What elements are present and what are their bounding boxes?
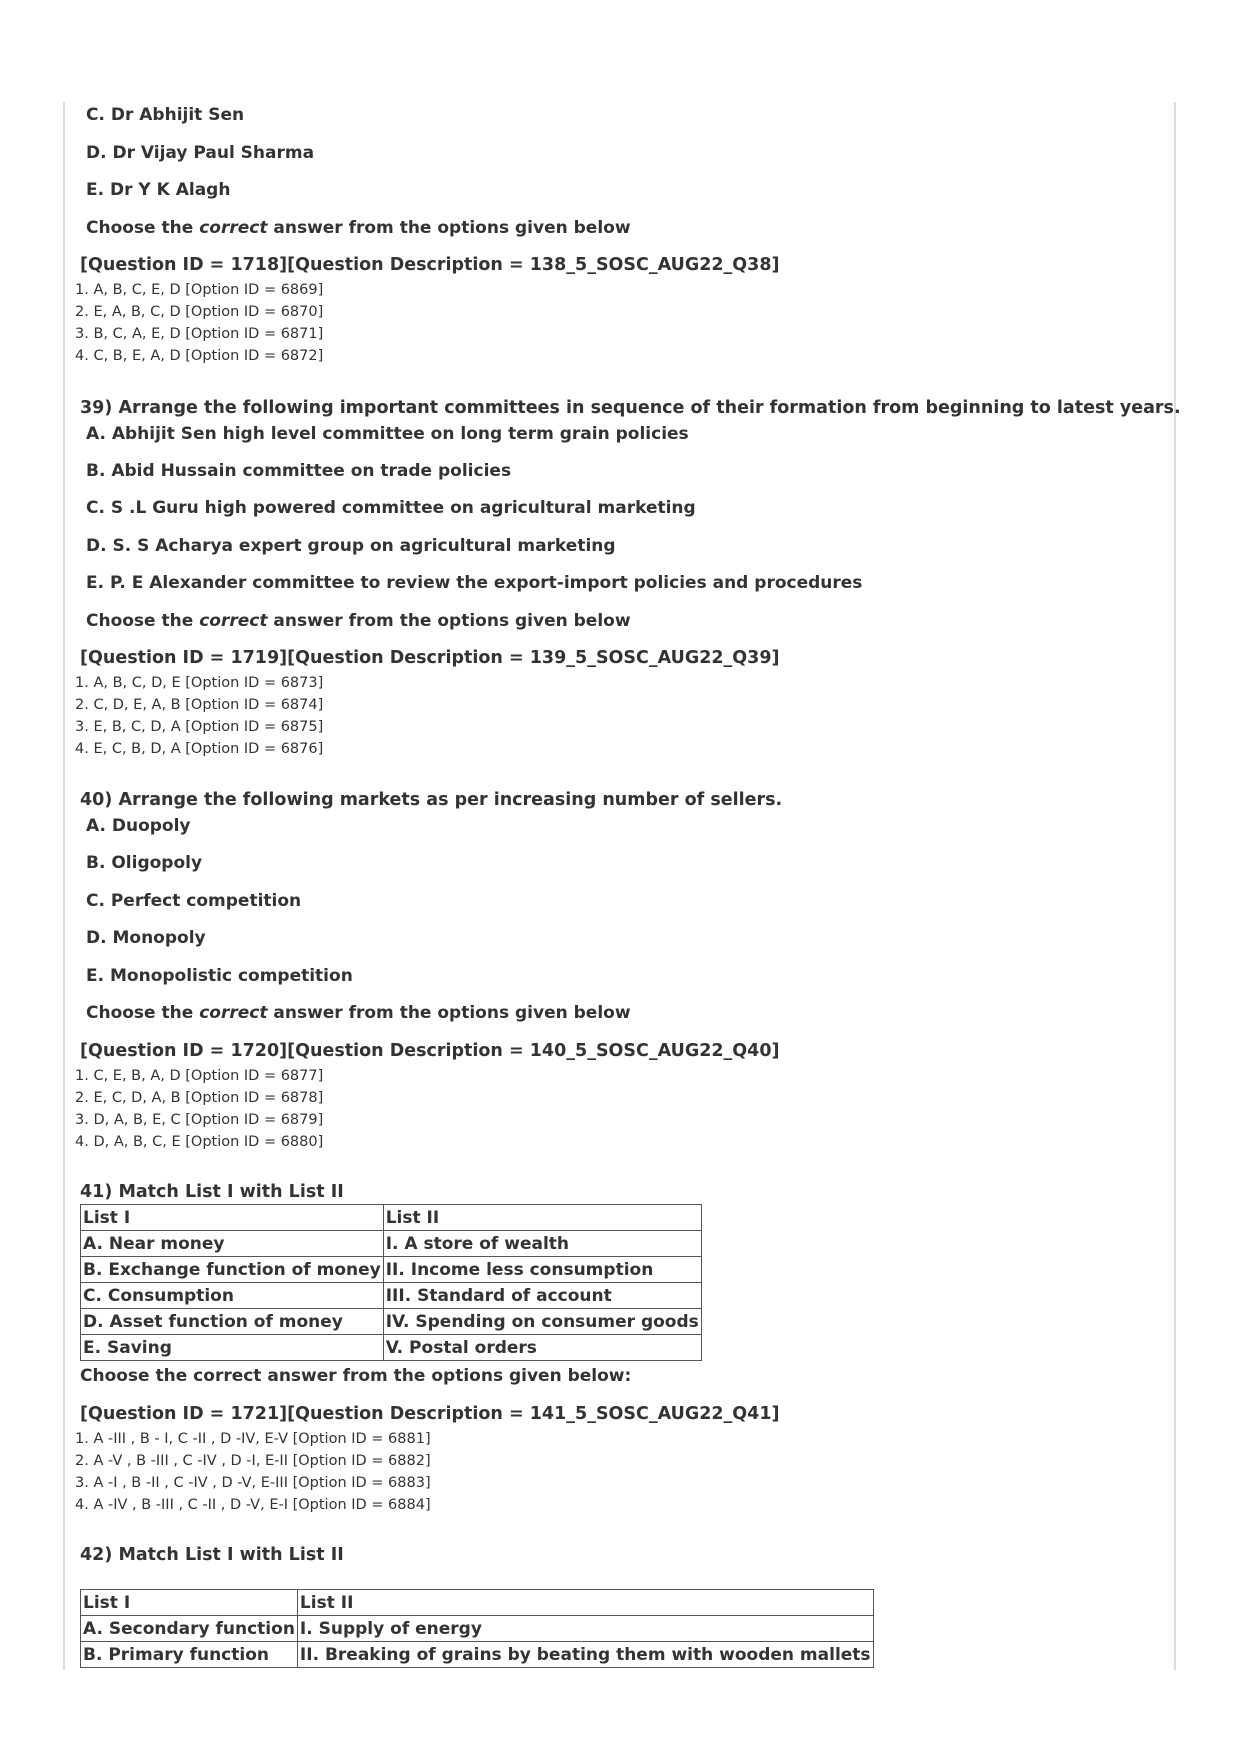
q40-option-a: A. Duopoly bbox=[86, 816, 191, 836]
q39-choose-instruction: Choose the correct answer from the options given below bbox=[86, 611, 631, 631]
table-row bbox=[81, 1335, 702, 1361]
page-border-left bbox=[63, 102, 65, 1670]
q39-answer-3: 3. E, B, C, D, A [Option ID = 6875] bbox=[75, 719, 324, 735]
q42-match-table bbox=[80, 1589, 874, 1668]
q39-option-c: C. S .L Guru high powered committee on agricultural marketing bbox=[86, 498, 696, 518]
q41-question-id: [Question ID = 1721][Question Description = 141_5_SOSC_AUG22_Q41] bbox=[80, 1404, 780, 1424]
q41-answer-1: 1. A -III , B - I, C -II , D -IV, E-V [Option ID = 6881] bbox=[75, 1431, 431, 1447]
q39-answer-4: 4. E, C, B, D, A [Option ID = 6876] bbox=[75, 741, 324, 757]
q38-answer-3: 3. B, C, A, E, D [Option ID = 6871] bbox=[75, 326, 324, 342]
q39-option-d: D. S. S Acharya expert group on agricultural marketing bbox=[86, 536, 616, 556]
q40-answer-2: 2. E, C, D, A, B [Option ID = 6878] bbox=[75, 1090, 324, 1106]
q40-option-d: D. Monopoly bbox=[86, 928, 206, 948]
q39-option-a: A. Abhijit Sen high level committee on long term grain policies bbox=[86, 424, 689, 444]
table-row bbox=[81, 1642, 874, 1668]
q41-answer-2: 2. A -V , B -III , C -IV , D -I, E-II [Option ID = 6882] bbox=[75, 1453, 431, 1469]
table-header-cell: List II bbox=[297, 1590, 873, 1616]
table-cell: IV. Spending on consumer goods bbox=[383, 1309, 701, 1335]
table-cell: E. Saving bbox=[81, 1335, 384, 1361]
q40-answer-1: 1. C, E, B, A, D [Option ID = 6877] bbox=[75, 1068, 324, 1084]
q39-option-e: E. P. E Alexander committee to review the export-import policies and procedures bbox=[86, 573, 863, 593]
table-cell: II. Breaking of grains by beating them with wooden mallets bbox=[297, 1642, 873, 1668]
q40-option-c: C. Perfect competition bbox=[86, 891, 302, 911]
table-header-cell: List II bbox=[383, 1205, 701, 1231]
q41-match-table bbox=[80, 1204, 702, 1361]
table-cell: C. Consumption bbox=[81, 1283, 384, 1309]
table-row bbox=[81, 1283, 702, 1309]
table-cell: I. Supply of energy bbox=[297, 1616, 873, 1642]
table-cell: B. Primary function bbox=[81, 1642, 298, 1668]
q39-answer-1: 1. A, B, C, D, E [Option ID = 6873] bbox=[75, 675, 324, 691]
q38-question-id: [Question ID = 1718][Question Description = 138_5_SOSC_AUG22_Q38] bbox=[80, 255, 780, 275]
q38-answer-2: 2. E, A, B, C, D [Option ID = 6870] bbox=[75, 304, 324, 320]
table-cell: II. Income less consumption bbox=[383, 1257, 701, 1283]
q38-answer-1: 1. A, B, C, E, D [Option ID = 6869] bbox=[75, 282, 324, 298]
q40-answer-4: 4. D, A, B, C, E [Option ID = 6880] bbox=[75, 1134, 324, 1150]
q42-title: 42) Match List I with List II bbox=[80, 1545, 344, 1565]
table-cell: B. Exchange function of money bbox=[81, 1257, 384, 1283]
page-border-right bbox=[1174, 102, 1176, 1670]
table-header-cell: List I bbox=[81, 1205, 384, 1231]
q38-option-d: D. Dr Vijay Paul Sharma bbox=[86, 143, 315, 163]
table-row bbox=[81, 1205, 702, 1231]
q39-option-b: B. Abid Hussain committee on trade policies bbox=[86, 461, 512, 481]
q41-title: 41) Match List I with List II bbox=[80, 1182, 344, 1202]
table-cell: I. A store of wealth bbox=[383, 1231, 701, 1257]
q39-answer-2: 2. C, D, E, A, B [Option ID = 6874] bbox=[75, 697, 324, 713]
q40-question-id: [Question ID = 1720][Question Description = 140_5_SOSC_AUG22_Q40] bbox=[80, 1041, 780, 1061]
q39-question-id: [Question ID = 1719][Question Description = 139_5_SOSC_AUG22_Q39] bbox=[80, 648, 780, 668]
q40-option-e: E. Monopolistic competition bbox=[86, 966, 353, 986]
table-header-cell: List I bbox=[81, 1590, 298, 1616]
q38-answer-4: 4. C, B, E, A, D [Option ID = 6872] bbox=[75, 348, 324, 364]
table-cell: V. Postal orders bbox=[383, 1335, 701, 1361]
q40-answer-list bbox=[75, 1065, 323, 1153]
q38-answer-list bbox=[75, 279, 323, 367]
q38-option-c: C. Dr Abhijit Sen bbox=[86, 105, 245, 125]
table-row bbox=[81, 1616, 874, 1642]
q40-option-b: B. Oligopoly bbox=[86, 853, 203, 873]
table-row bbox=[81, 1590, 874, 1616]
q39-answer-list bbox=[75, 672, 323, 760]
table-cell: D. Asset function of money bbox=[81, 1309, 384, 1335]
q38-option-e: E. Dr Y K Alagh bbox=[86, 180, 231, 200]
table-cell: III. Standard of account bbox=[383, 1283, 701, 1309]
table-cell: A. Secondary function bbox=[81, 1616, 298, 1642]
table-row bbox=[81, 1231, 702, 1257]
table-row bbox=[81, 1309, 702, 1335]
q41-answer-list bbox=[75, 1428, 431, 1516]
table-row bbox=[81, 1257, 702, 1283]
q41-answer-4: 4. A -IV , B -III , C -II , D -V, E-I [Option ID = 6884] bbox=[75, 1497, 431, 1513]
q40-choose-instruction: Choose the correct answer from the options given below bbox=[86, 1003, 631, 1023]
q38-choose-instruction: Choose the correct answer from the options given below bbox=[86, 218, 631, 238]
q40-title: 40) Arrange the following markets as per increasing number of sellers. bbox=[80, 790, 783, 810]
q39-title: 39) Arrange the following important committees in sequence of their formation from beginning to latest years. bbox=[80, 398, 1181, 418]
q40-answer-3: 3. D, A, B, E, C [Option ID = 6879] bbox=[75, 1112, 324, 1128]
q41-answer-3: 3. A -I , B -II , C -IV , D -V, E-III [Option ID = 6883] bbox=[75, 1475, 431, 1491]
table-cell: A. Near money bbox=[81, 1231, 384, 1257]
q41-choose-instruction: Choose the correct answer from the options given below: bbox=[80, 1366, 632, 1386]
